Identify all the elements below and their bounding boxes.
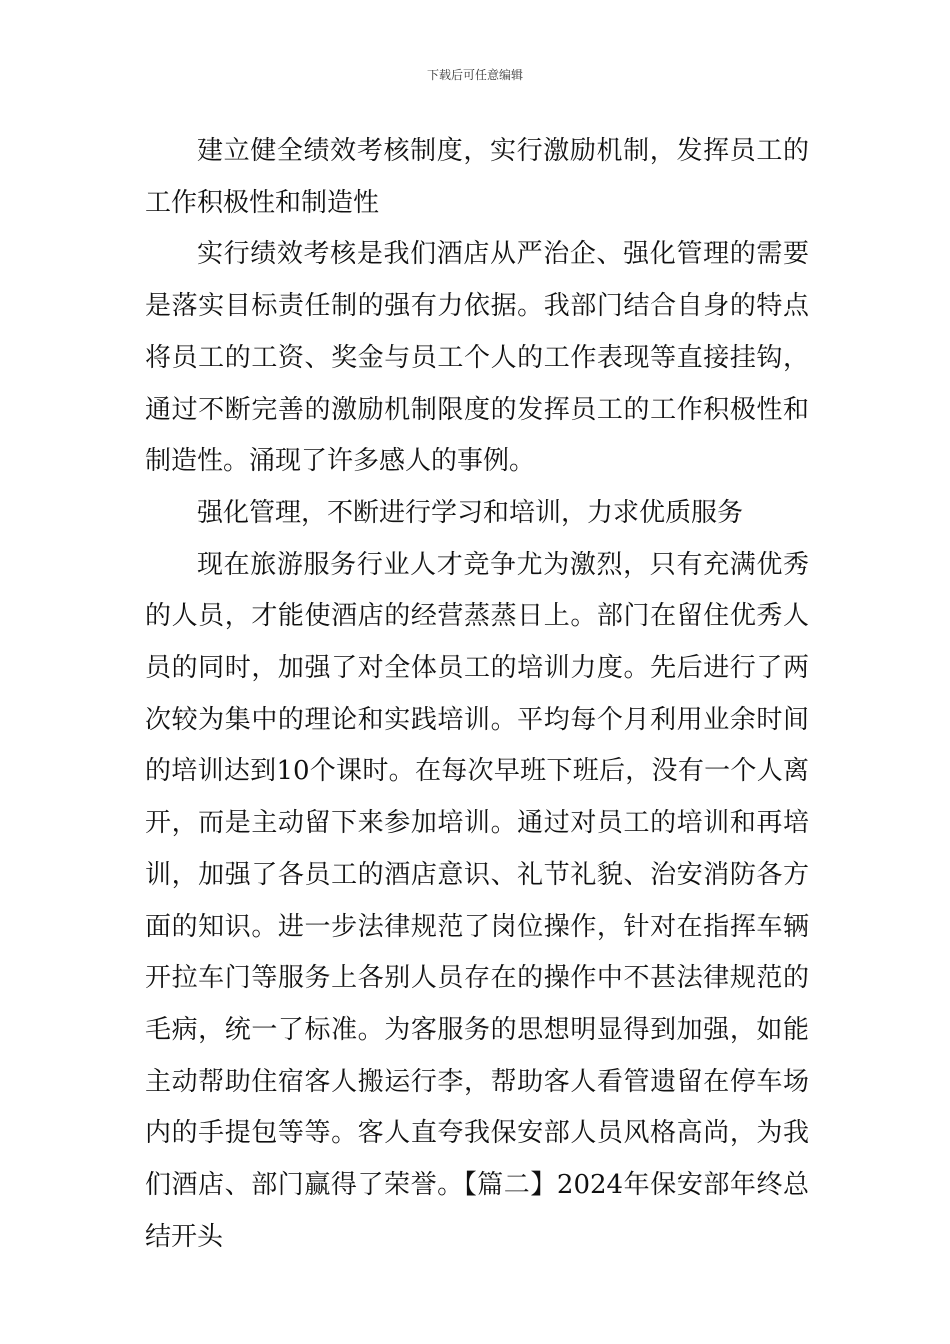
paragraph-training-body: 现在旅游服务行业人才竞争尤为激烈，只有充满优秀的人员，才能使酒店的经营蒸蒸日上。部门在留住优秀人员的同时，加强了对全体员工的培训力度。先后进行了两次较为集中的理论和实践培训。平均每个月利用业余时间的培训达到10个课时。在每次早班下班后，没有一个人离开，而是主动留下来参加培训。通过对员工的培训和再培训，加强了各员工的酒店意识、礼节礼貌、治安消防各方面的知识。进一步法律规范了岗位操作，针对在指挥车辆开拉车门等服务上各别人员存在的操作中不甚法律规范的毛病，统一了标准。为客服务的思想明显得到加强，如能主动帮助住宿客人搬运行李，帮助客人看管遗留在停车场内的手提包等等。客人直夸我保安部人员风格高尚，为我们酒店、部门赢得了荣誉。【篇二】2024年保安部年终总结开头	[145, 549, 809, 1252]
header-note: 下载后可任意编辑	[426, 68, 523, 82]
paragraph-heading-performance: 建立健全绩效考核制度，实行激励机制，发挥员工的工作积极性和制造性	[145, 136, 809, 218]
paragraph-performance-body: 实行绩效考核是我们酒店从严治企、强化管理的需要是落实目标责任制的强有力依据。我部门结合自身的特点将员工的工资、奖金与员工个人的工作表现等直接挂钩，通过不断完善的激励机制限度的发挥员工的工作积极性和制造性。涌现了许多感人的事例。	[145, 239, 809, 477]
paragraph-heading-training: 强化管理，不断进行学习和培训，力求优质服务	[197, 497, 744, 528]
document-body	[145, 126, 809, 1263]
